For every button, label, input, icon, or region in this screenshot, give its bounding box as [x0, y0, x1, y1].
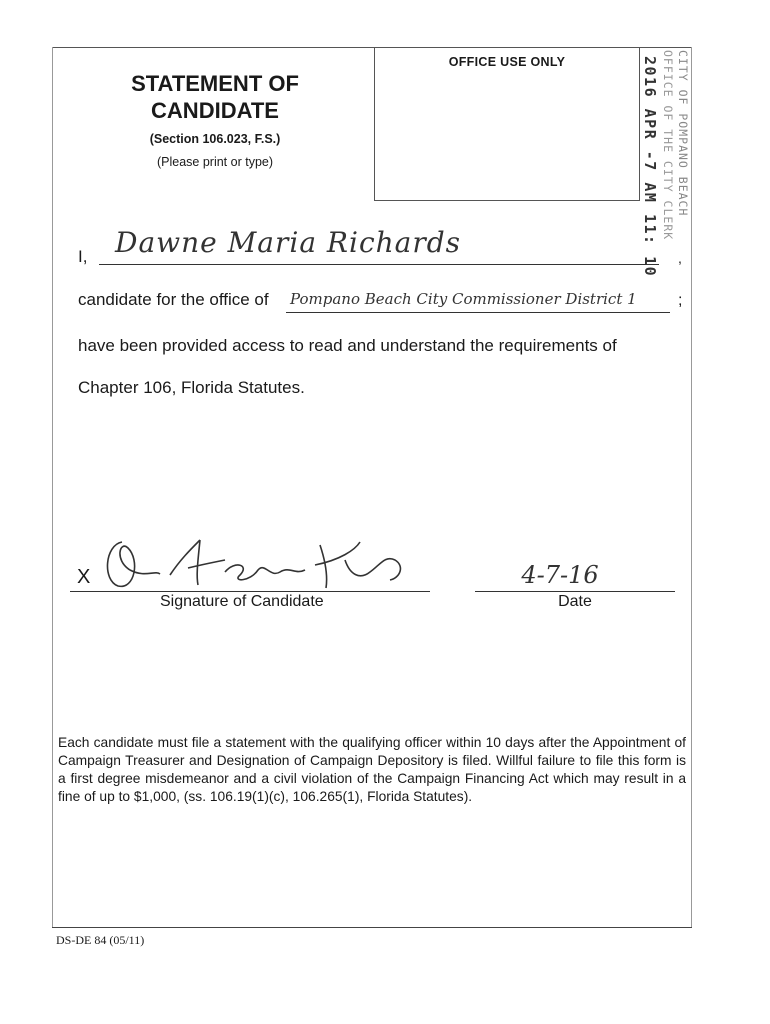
- office-semicolon: ;: [678, 292, 683, 309]
- signature-label: Signature of Candidate: [160, 593, 324, 610]
- date-label: Date: [558, 593, 592, 610]
- form-border-bottom: [52, 927, 692, 928]
- name-comma: ,: [678, 250, 682, 266]
- office-prefix-text: candidate for the office of: [78, 290, 269, 309]
- stamp-city-line: CITY OF POMPANO BEACH: [676, 50, 690, 217]
- signature-x-mark: X: [77, 566, 91, 588]
- filing-notice: Each candidate must file a statement with the qualifying officer within 10 days after the Appointment of Campaign Treasurer and Designation of Campaign Depository is filed. Willful failure to file this form is a first degree misdemeanor and a civil violation of the Campaign Financing Act which may result in a fine of up to $1,000, (ss. 106.19(1)(c), 106.265(1), Florida Statutes).: [58, 735, 686, 804]
- chapter-reference: Chapter 106, Florida Statutes.: [78, 378, 305, 397]
- section-reference: (Section 106.023, F.S.): [149, 132, 281, 146]
- office-use-label: OFFICE USE ONLY: [448, 55, 566, 69]
- date-field[interactable]: 4-7-16: [521, 561, 599, 589]
- date-underline: [475, 591, 675, 592]
- print-instruction: (Please print or type): [156, 155, 274, 169]
- form-title-line2: CANDIDATE: [151, 98, 279, 123]
- signature-underline: [70, 591, 430, 592]
- candidate-name-field[interactable]: Dawne Maria Richards: [115, 226, 462, 259]
- statement-prefix-i: I,: [78, 247, 88, 266]
- office-field[interactable]: Pompano Beach City Commissioner District 1: [290, 290, 637, 308]
- received-stamp: [640, 50, 690, 278]
- form-identifier: DS-DE 84 (05/11): [56, 933, 145, 947]
- office-underline: [286, 312, 670, 313]
- office-use-box: [374, 47, 640, 201]
- name-underline: [99, 264, 659, 265]
- form-border-left: [52, 47, 53, 927]
- form-title-line1: STATEMENT OF: [131, 71, 299, 96]
- candidate-signature[interactable]: [100, 530, 430, 600]
- form-border-right: [691, 47, 692, 927]
- stamp-date-line: 2016 APR -7 AM 11: 10: [641, 56, 659, 278]
- access-statement: have been provided access to read and understand the requirements of: [78, 336, 617, 355]
- stamp-office-line: OFFICE OF THE CITY CLERK: [661, 50, 675, 241]
